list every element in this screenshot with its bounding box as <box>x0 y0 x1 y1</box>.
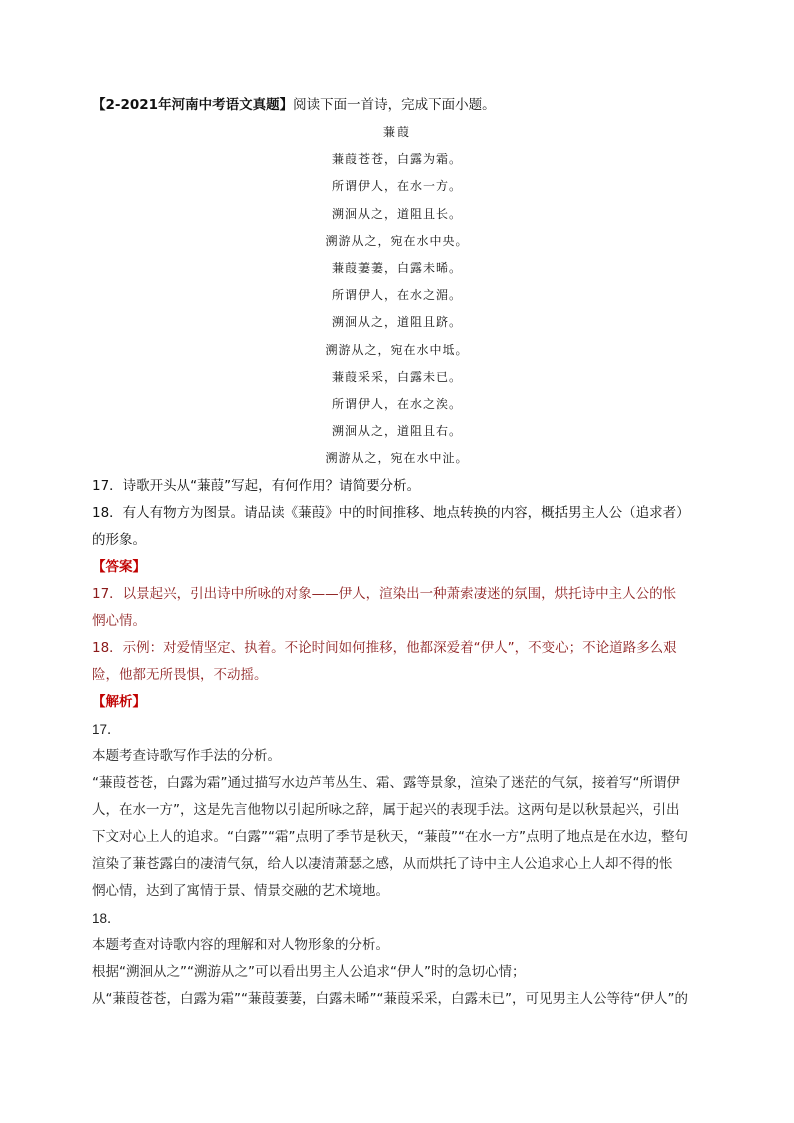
analysis-17-line-5: 惘心情，达到了寓情于景、情景交融的艺术境地。 <box>92 882 389 899</box>
analysis-17-line-3: 下文对心上人的追求。“白露”“霜”点明了季节是秋天，“蒹葭”“在水一方”点明了地点是在水边，整句 <box>92 828 688 845</box>
question-18-line-1: 18．有人有物方为图景。请品读《蒹葭》中的时间推移、地点转换的内容，概括男主人公（追求者） <box>92 504 690 521</box>
poem <box>92 119 702 473</box>
document-content <box>92 92 702 1013</box>
poem-line: 溯洄从之，道阻且跻。 <box>331 315 462 330</box>
poem-line: 蒹葭萋萋，白露未晞。 <box>331 261 462 276</box>
poem-line: 蒹葭采采，白露未已。 <box>331 369 462 384</box>
analysis-17-number: 17． <box>92 721 121 737</box>
poem-title: 蒹葭 <box>382 125 411 139</box>
analysis-17-line-1: “蒹葭苍苍，白露为霜”通过描写水边芦苇丛生、霜、露等景象，渲染了迷茫的气氛，接着写“所谓伊 <box>92 774 680 791</box>
poem-line: 溯游从之，宛在水中央。 <box>325 233 469 248</box>
analysis-label: 【解析】 <box>92 693 146 710</box>
answer-18-line-2: 险，他都无所畏惧，不动摇。 <box>92 666 268 683</box>
analysis-17-line-2: 人，在水一方”，这是先言他物以引起所咏之辞，属于起兴的表现手法。这两句是以秋景起兴，引出 <box>92 801 680 818</box>
poem-line: 溯洄从之，道阻且右。 <box>331 424 462 439</box>
poem-line: 蒹葭苍苍，白露为霜。 <box>331 152 462 167</box>
answer-17-line-1: 17．以景起兴，引出诗中所咏的对象——伊人，渲染出一种萧索凄迷的氛围，烘托诗中主人公的怅 <box>92 585 677 602</box>
poem-line: 所谓伊人，在水之涘。 <box>331 397 462 412</box>
analysis-17-line-4: 渲染了蒹苍露白的凄清气氛，给人以凄清萧瑟之感，从而烘托了诗中主人公追求心上人却不得的怅 <box>92 855 673 872</box>
answer-label: 【答案】 <box>92 558 146 575</box>
analysis-18-line-1: 根据“溯洄从之”“溯游从之”可以看出男主人公追求“伊人”时的急切心情； <box>92 963 526 980</box>
intro-text: 阅读下面一首诗，完成下面小题。 <box>293 97 496 113</box>
answer-17-line-2: 惘心情。 <box>92 612 146 629</box>
poem-line: 溯游从之，宛在水中沚。 <box>325 451 469 466</box>
source-tag: 【2-2021年河南中考语文真题】 <box>92 97 294 113</box>
analysis-18-intro: 本题考查对诗歌内容的理解和对人物形象的分析。 <box>92 936 389 953</box>
poem-line: 所谓伊人，在水之湄。 <box>331 288 462 303</box>
poem-line: 溯洄从之，道阻且长。 <box>331 206 462 221</box>
answer-18-line-1: 18．示例：对爱情坚定、执着。不论时间如何推移，他都深爱着“伊人”，不变心；不论道路多么艰 <box>92 639 677 656</box>
analysis-18-line-2: 从“蒹葭苍苍，白露为霜”“蒹葭萋萋，白露未晞”“蒹葭采采，白露未已”，可见男主人公等待“伊人”的 <box>92 990 688 1007</box>
question-18-line-2: 的形象。 <box>92 531 146 548</box>
analysis-18-number: 18． <box>92 910 121 926</box>
poem-line: 所谓伊人，在水一方。 <box>331 179 462 194</box>
analysis-17-intro: 本题考查诗歌写作手法的分析。 <box>92 747 281 764</box>
intro-line <box>92 92 702 119</box>
poem-line: 溯游从之，宛在水中坻。 <box>325 342 469 357</box>
question-17: 17．诗歌开头从“蒹葭”写起，有何作用？请简要分析。 <box>92 477 421 494</box>
